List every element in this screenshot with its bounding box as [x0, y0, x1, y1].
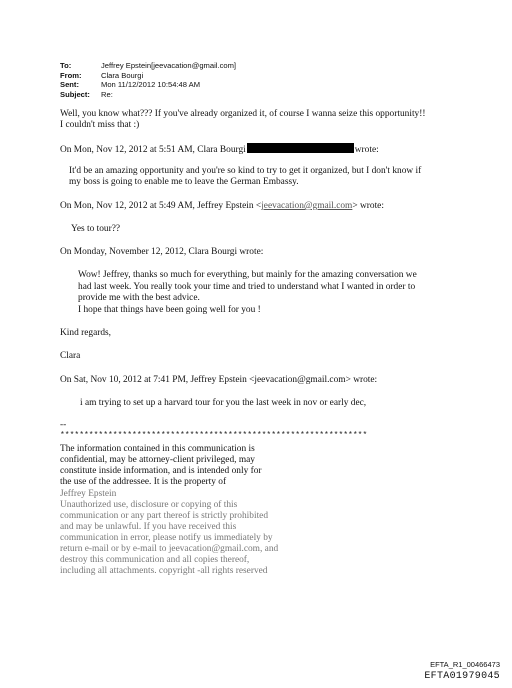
bates-number-2: EFTA01979045 [424, 671, 500, 682]
disclaimer-line: The information contained in this communication is [60, 444, 255, 454]
disclaimer-line: and may be unlawful. If you have received this [60, 522, 237, 532]
to-label: To: [60, 61, 72, 70]
quote3-line-4: I hope that things have been going well for you ! [78, 305, 261, 315]
from-value: Clara Bourgi [101, 70, 144, 80]
sig-dashes: -- [60, 420, 67, 430]
subject-row [60, 90, 236, 100]
quote2-prefix: On Mon, Nov 12, 2012 at 5:49 AM, Jeffrey Epstein < [60, 201, 262, 211]
disclaimer-line: Unauthorized use, disclosure or copying of this [60, 500, 238, 510]
quote2-suffix: > wrote: [352, 201, 384, 211]
disclaimer-line: destroy this communication and all copies thereof, [60, 555, 250, 565]
subject-value: Re: [101, 89, 113, 99]
quote3-header: On Monday, November 12, 2012, Clara Bourgi wrote: [60, 247, 264, 257]
disclaimer-line: confidential, may be attorney-client privileged, may [60, 455, 255, 465]
sent-row [60, 80, 236, 90]
disclaimer-line: the use of the addressee. It is the property of [60, 477, 227, 487]
disclaimer-line: constitute inside information, and is intended only for [60, 466, 262, 476]
quote1-prefix: On Mon, Nov 12, 2012 at 5:51 AM, Clara Bourgi [60, 145, 246, 155]
redaction-box [247, 143, 354, 153]
quote4-body: i am trying to set up a harvard tour for you the last week in nov or early dec, [80, 398, 367, 408]
quote3-line-2: had last week. You really took your time and tried to understand what I wanted in order to [78, 282, 416, 292]
to-value: Jeffrey Epstein[jeevacation@gmail.com] [101, 61, 237, 70]
from-row [60, 71, 236, 81]
bates-number-1: EFTA_R1_00466473 [430, 660, 500, 669]
quote3-line-3: provide me with the best advice. [78, 293, 200, 303]
sent-value: Mon 11/12/2012 10:54:48 AM [101, 80, 201, 90]
quote1-line-2: my boss is going to enable me to leave the German Embassy. [69, 177, 299, 187]
signature: Clara [60, 351, 81, 361]
quote4-header: On Sat, Nov 10, 2012 at 7:41 PM, Jeffrey Epstein <jeevacation@gmail.com> wrote: [60, 375, 378, 385]
email-header [60, 61, 236, 99]
quote1-suffix: wrote: [354, 145, 379, 155]
quote2-header [60, 201, 384, 212]
disclaimer-line: Jeffrey Epstein [60, 489, 117, 499]
from-label: From: [60, 70, 82, 80]
star-separator: **************************************************************** [60, 431, 368, 440]
to-row [60, 61, 236, 71]
closing: Kind regards, [60, 328, 112, 338]
quote3-line-1: Wow! Jeffrey, thanks so much for everything, but mainly for the amazing conversation we [78, 270, 417, 280]
reply-line-1: Well, you know what??? If you've already organized it, of course I wanna seize this opportunity!! [60, 109, 426, 119]
subject-label: Subject: [60, 89, 90, 99]
reply-line-2: I couldn't miss that :) [60, 120, 140, 130]
disclaimer-line: including all attachments. copyright -all rights reserved [60, 566, 268, 576]
disclaimer-line: communication in error, please notify us immediately by [60, 533, 273, 543]
quote1-line-1: It'd be an amazing opportunity and you're so kind to try to get it organized, but I don't know if [69, 166, 422, 176]
quote2-body: Yes to tour?? [71, 224, 121, 234]
disclaimer-line: return e-mail or by e-mail to jeevacation@gmail.com, and [60, 544, 279, 554]
quote1-header [60, 143, 379, 156]
email-link[interactable]: jeevacation@gmail.com [261, 201, 353, 211]
sent-label: Sent: [60, 80, 79, 90]
disclaimer-line: communication or any part thereof is strictly prohibited [60, 511, 269, 521]
